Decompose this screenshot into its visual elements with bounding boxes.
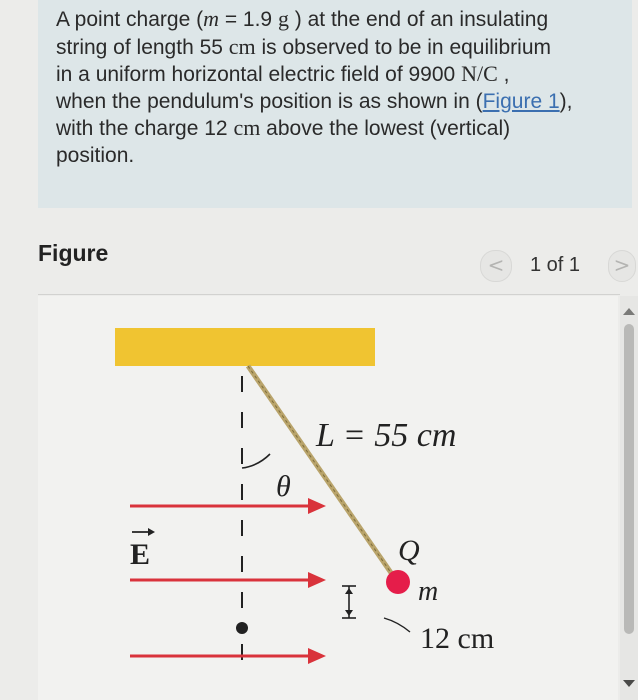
height-leader-line bbox=[384, 618, 410, 632]
figure-scrollbar[interactable] bbox=[620, 296, 638, 700]
unit-field: N/C bbox=[461, 61, 498, 86]
problem-line-2: string of length 55 cm is observed to be in equilibrium bbox=[56, 33, 551, 59]
var-m: m bbox=[203, 6, 219, 31]
figure-viewer bbox=[38, 296, 618, 700]
charge-label: Q bbox=[398, 534, 420, 567]
point-charge bbox=[386, 570, 410, 594]
field-arrow bbox=[130, 572, 326, 588]
height-marker bbox=[342, 586, 356, 618]
pendulum-diagram bbox=[38, 296, 618, 700]
scroll-thumb[interactable] bbox=[624, 324, 634, 634]
scroll-down-arrow-icon[interactable] bbox=[623, 680, 635, 687]
length-label: L = 55 cm bbox=[316, 417, 457, 454]
scroll-up-arrow-icon[interactable] bbox=[623, 308, 635, 315]
problem-line-5: with the charge 12 cm above the lowest (vertical) bbox=[56, 115, 511, 140]
previous-figure-button[interactable]: < bbox=[480, 250, 512, 282]
lowest-position-dot bbox=[236, 622, 248, 634]
angle-label: θ bbox=[276, 470, 291, 503]
figure-link[interactable]: Figure 1 bbox=[482, 89, 560, 113]
problem-statement-box bbox=[38, 0, 632, 208]
angle-arc bbox=[242, 454, 270, 468]
field-arrow bbox=[130, 648, 326, 664]
problem-line-4: when the pendulum's position is as shown in (Figure 1), bbox=[56, 89, 573, 113]
pendulum-string bbox=[248, 366, 396, 580]
problem-statement bbox=[56, 6, 616, 169]
problem-line-1: A point charge (m = 1.9 g ) at the end of an insulating bbox=[56, 6, 549, 31]
next-figure-button[interactable]: > bbox=[608, 250, 636, 282]
unit-cm: cm bbox=[228, 33, 256, 59]
mass-label: m bbox=[418, 576, 439, 607]
problem-line-3: in a uniform horizontal electric field of 9900 N/C , bbox=[56, 61, 510, 86]
figure-page-count: 1 of 1 bbox=[530, 254, 581, 276]
field-vector-arrow-icon bbox=[132, 528, 155, 536]
figure-divider bbox=[38, 294, 620, 295]
unit-g: g bbox=[277, 6, 289, 31]
field-arrow bbox=[130, 498, 326, 514]
ceiling-block bbox=[115, 328, 375, 366]
figure-pager bbox=[480, 250, 638, 284]
field-label: E bbox=[130, 538, 151, 571]
problem-line-6: position. bbox=[56, 143, 135, 167]
height-label: 12 cm bbox=[420, 622, 495, 655]
figure-title: Figure bbox=[38, 240, 109, 266]
unit-cm-height: cm bbox=[233, 115, 261, 140]
